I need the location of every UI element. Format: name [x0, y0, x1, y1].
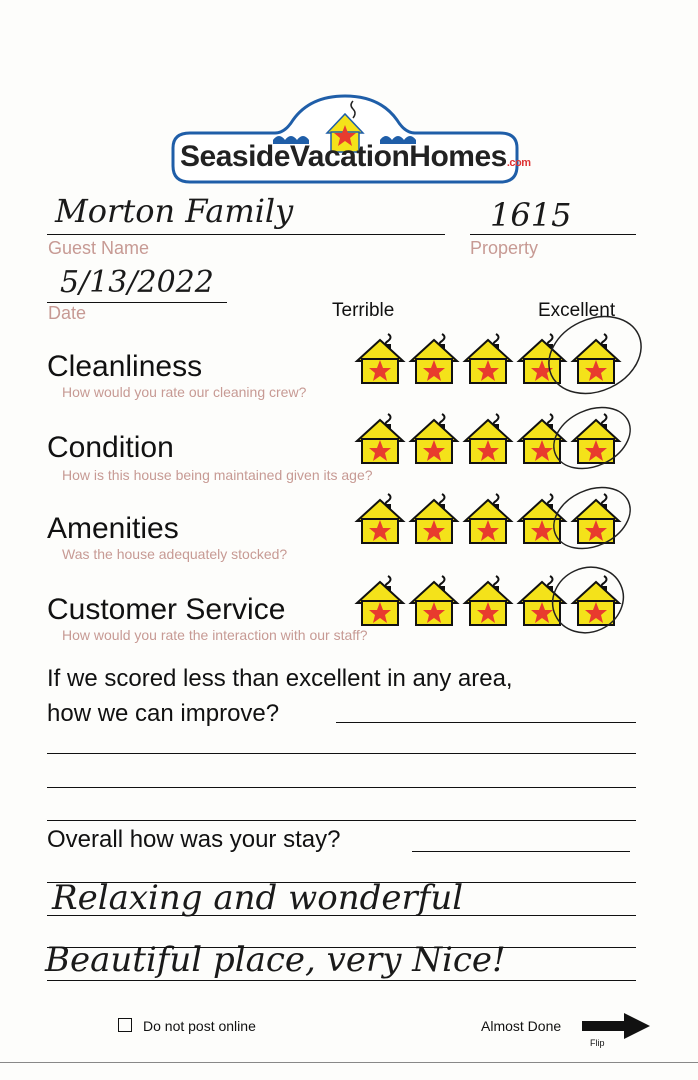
- house-star-icon[interactable]: [462, 572, 514, 628]
- category-subtitle-cleanliness: How would you rate our cleaning crew?: [62, 384, 307, 400]
- house-star-icon[interactable]: [408, 490, 460, 546]
- guest-name-label: Guest Name: [48, 238, 150, 258]
- category-subtitle-customer-service: How would you rate the interaction with our staff?: [62, 627, 368, 643]
- category-title-condition: Condition: [47, 431, 174, 464]
- overall-answer-line-5: [47, 980, 636, 981]
- overall-answer-line-4: [47, 947, 636, 948]
- selection-circles: [540, 310, 660, 650]
- overall-question: Overall how was your stay?: [47, 826, 341, 853]
- overall-answer-line2[interactable]: Beautiful place, very Nice!: [45, 940, 506, 980]
- category-title-cleanliness: Cleanliness: [47, 350, 203, 383]
- guest-name-value[interactable]: Morton Family: [55, 192, 294, 230]
- guest-name-line: [47, 234, 445, 235]
- house-star-icon[interactable]: [408, 572, 460, 628]
- property-line: [470, 234, 636, 235]
- do-not-post-label: Do not post online: [143, 1018, 256, 1034]
- house-star-icon[interactable]: [408, 410, 460, 466]
- house-star-icon[interactable]: [354, 410, 406, 466]
- improve-question-line1: If we scored less than excellent in any area,: [47, 665, 513, 692]
- house-star-icon[interactable]: [354, 490, 406, 546]
- house-star-icon[interactable]: [462, 410, 514, 466]
- arrow-right-icon[interactable]: [582, 1013, 652, 1039]
- improve-answer-line-1[interactable]: [336, 722, 636, 723]
- brand-name-text: SeasideVacationHomes: [180, 140, 507, 173]
- house-star-icon[interactable]: [354, 572, 406, 628]
- house-star-icon[interactable]: [462, 490, 514, 546]
- rating-low-label: Terrible: [332, 300, 395, 321]
- property-value[interactable]: 1615: [490, 196, 572, 234]
- house-star-icon[interactable]: [354, 330, 406, 386]
- house-star-icon[interactable]: [408, 330, 460, 386]
- category-subtitle-condition: How is this house being maintained given its age?: [62, 467, 373, 483]
- house-star-icon[interactable]: [462, 330, 514, 386]
- do-not-post-checkbox[interactable]: [118, 1018, 132, 1032]
- almost-done-label: Almost Done: [481, 1018, 562, 1034]
- property-label: Property: [470, 238, 539, 258]
- rating-high-label: Excellent: [538, 300, 616, 321]
- card-bottom-edge: [0, 1062, 698, 1063]
- brand-name: [180, 140, 531, 174]
- overall-answer-line-3: [47, 915, 636, 916]
- category-subtitle-amenities: Was the house adequately stocked?: [62, 546, 288, 562]
- improve-answer-line-3[interactable]: [47, 787, 636, 788]
- date-label: Date: [48, 303, 87, 323]
- overall-answer-line-1[interactable]: [412, 851, 630, 852]
- improve-answer-line-4[interactable]: [47, 820, 636, 821]
- improve-answer-line-2[interactable]: [47, 753, 636, 754]
- overall-answer-line-2: [47, 882, 636, 883]
- category-title-amenities: Amenities: [47, 512, 179, 545]
- brand-suffix: .com: [506, 157, 531, 169]
- category-title-customer-service: Customer Service: [47, 593, 286, 626]
- overall-answer-line1[interactable]: Relaxing and wonderful: [52, 878, 464, 918]
- date-value[interactable]: 5/13/2022: [60, 265, 214, 300]
- improve-question-line2: how we can improve?: [47, 700, 280, 727]
- flip-label: Flip: [590, 1038, 605, 1048]
